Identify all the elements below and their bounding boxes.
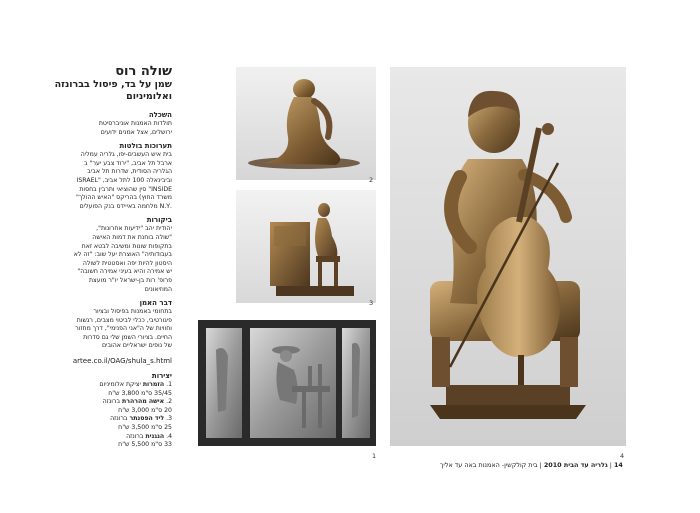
- work-number: 4.: [166, 432, 172, 440]
- aluminum-relief-image: [198, 320, 376, 446]
- work-number: 3.: [166, 415, 172, 423]
- work-material: יציקת אלומיניום: [99, 381, 141, 389]
- photo-cellist-sculpture: [390, 67, 626, 446]
- work-size: 20 ס"מ: [151, 406, 172, 414]
- photo-seated-woman-sculpture: [236, 67, 376, 180]
- work-price: 3,000 ש"ח: [118, 406, 150, 414]
- caption-number: 2: [369, 176, 374, 184]
- section-body: תולדות האמנות אוניברסיטת ירושלים, אצל אמנים ידועים: [98, 120, 172, 136]
- caption-number: 3: [369, 299, 374, 307]
- section-body: יהודית יהב "ידיעות אחרונות", "שולה בוחנת את דמות האישה בתקופות שונות ומשיבה לבטא זאת בעבודותיה" האוצרת יעל שוב: "זה לא היסטון להיות יפה ואסטטית לשולה יש אמירה והיא בעיני אמירה חשובה" פרופ' רות בן-ישראל יו"ר מועצת המוזיאונים: [73, 225, 172, 293]
- section-title: תערוכות בולטות: [119, 142, 172, 151]
- work-material: ברונזה: [126, 432, 144, 440]
- section-exhibitions: [40, 142, 172, 211]
- section-title: ביקורות: [146, 216, 172, 225]
- page-number: 14: [613, 461, 623, 469]
- artist-url[interactable]: artee.co.il/OAG/shula_s.html: [72, 357, 172, 366]
- work-price: 5,500 ש"ח: [118, 441, 150, 449]
- work-size: 35/45 ס"מ: [141, 389, 172, 397]
- caption-number: 1: [372, 452, 377, 460]
- artist-info-column: [40, 64, 172, 450]
- work-title: אישה מהרהרת: [122, 398, 165, 406]
- artist-name: שולה רוס: [115, 64, 172, 79]
- work-material: ברונזה: [110, 415, 128, 423]
- photo-aluminum-relief: [198, 320, 376, 446]
- work-item: [40, 415, 172, 432]
- work-item: [40, 433, 172, 450]
- work-number: 1.: [166, 381, 172, 389]
- work-title: ליד הפסנתר: [129, 415, 165, 423]
- gallery-title: גלריה עד הבית 2010: [543, 461, 608, 469]
- work-material: ברונזה: [102, 398, 121, 406]
- artist-medium: שמן על בד, פיסול בברונזה ואלומיניום: [54, 79, 172, 102]
- work-size: 25 ס"מ: [151, 424, 172, 432]
- piano-sculpture-image: [236, 190, 376, 303]
- work-size: 33 ס"מ: [151, 441, 172, 449]
- section-body: בתחומי באמנות בפיסול ובציור פיגורטיבי, ככלי לביטוי מצבים, רגשות וחוויות של ה"אני הפנימי", דרך מחזור החיים. בציורי השמן שלי גם סדרות של נופים ישראליים אהובים: [75, 308, 172, 350]
- section-body: בית איש העשבים-יפו, גלריה עמליה ארבל תל אביב, "ירוד צבע יער" ב הגלריה הסודית, שדרות תל אביב וביבינאלה 100 לתל אביב, "ISRAEL INSIDE" סין שהוציאי ותרבין בחסות משרד החוץ) בהריקס "האיש ההולך" .N.Y מלחמה באייידס בנק הפועלים: [76, 151, 172, 210]
- photo-piano-sculpture: [236, 190, 376, 303]
- works-title: יצירות: [151, 372, 172, 381]
- work-item: [40, 398, 172, 415]
- section-reviews: [40, 216, 172, 294]
- section-artist-statement: [40, 299, 172, 351]
- work-price: 3,500 ש"ח: [118, 424, 150, 432]
- page-footer: [440, 461, 630, 469]
- cellist-sculpture-image: [390, 67, 626, 446]
- work-item: [40, 381, 172, 398]
- seated-woman-sculpture-image: [236, 67, 376, 180]
- section-title: דבר האמן: [139, 299, 172, 308]
- work-number: 2.: [166, 398, 172, 406]
- work-price: 3,800 ש"ח: [108, 389, 140, 397]
- work-title: הנגנית: [145, 432, 165, 440]
- footer-rest: | בית קולקשין- האמנות באה עד אליך: [440, 461, 542, 469]
- section-education: [40, 111, 172, 137]
- section-title: השכלה: [148, 111, 172, 119]
- footer-separator: |: [609, 461, 612, 469]
- work-title: הזמרות: [142, 381, 165, 389]
- caption-number: 4: [620, 452, 625, 460]
